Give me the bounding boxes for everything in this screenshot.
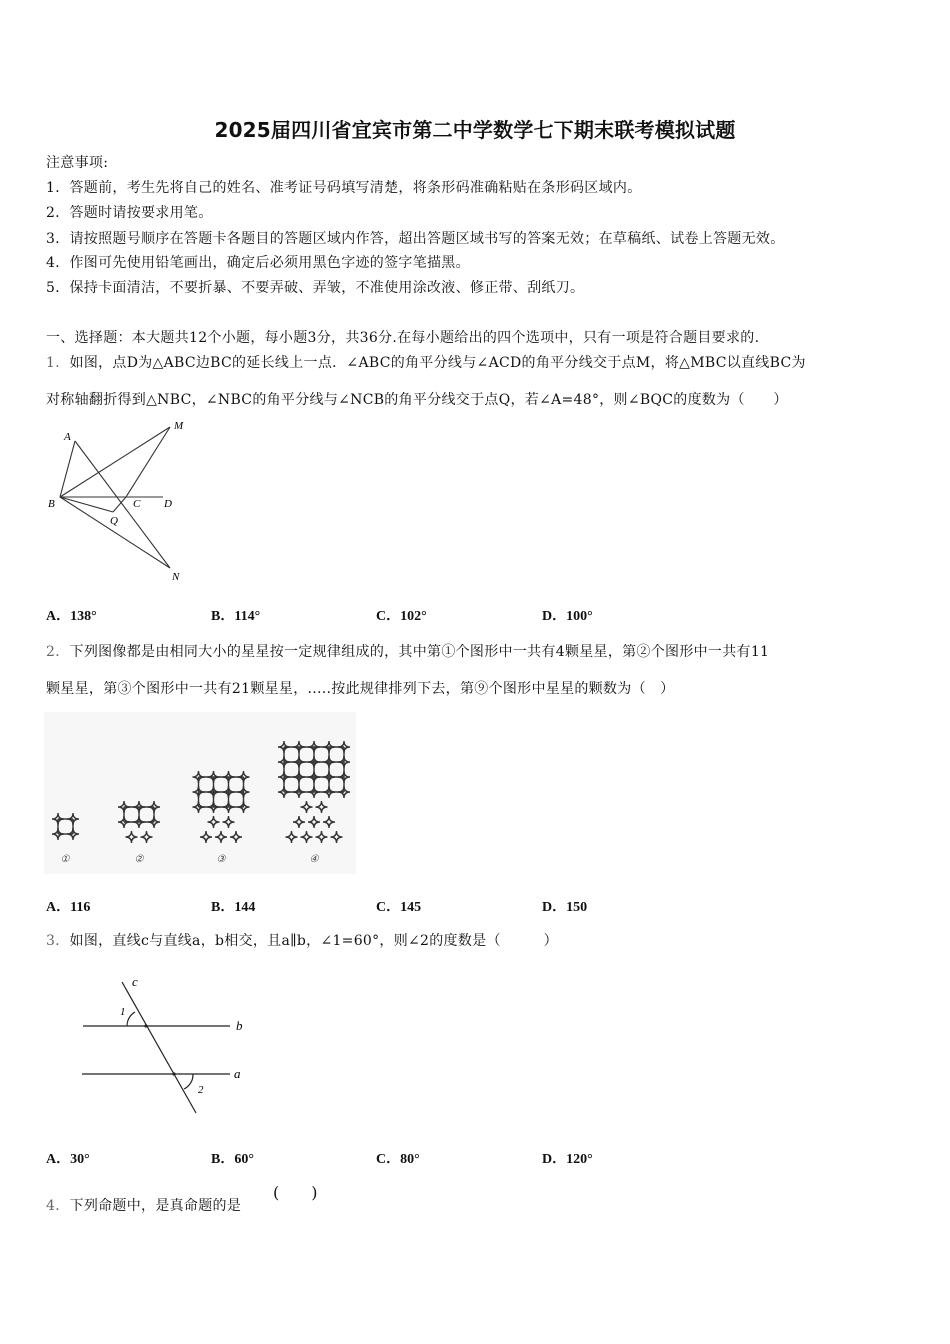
option-a[interactable]: A．116 [46,900,91,915]
label-a: a [234,1066,241,1081]
label-Q: Q [110,515,118,527]
section-heading: 一、选择题：本大题共12个小题，每小题3分，共36分.在每小题给出的四个选项中，只有一项是符合题目要求的. [46,330,760,346]
label-B: B [48,498,55,510]
note-item: 4．作图可先使用铅笔画出，确定后必须用黑色字迹的签字笔描黑。 [46,255,470,271]
option-c[interactable]: C．145 [376,900,422,915]
note-item: 2．答题时请按要求用笔。 [46,205,213,221]
label-M: M [174,420,184,432]
note-item: 3．请按照题号顺序在答题卡各题目的答题区域内作答，超出答题区域书写的答案无效；在草稿纸、试卷上答题无效。 [46,231,785,247]
question-number: 1． [46,355,70,371]
question-2-line-1 [46,641,769,661]
label-A: A [64,431,71,443]
page-title: 2025届四川省宜宾市第二中学数学七下期末联考模拟试题 [214,118,736,142]
question-2-line-2: 颗星星，第③个图形中一共有21颗星星，.....按此规律排列下去，第⑨个图形中星星的颗数为（ ） [46,681,675,697]
option-d[interactable]: D．150 [542,900,588,915]
label-angle-2: 2 [198,1084,204,1096]
label-b: b [236,1018,243,1033]
figure-label-1: ① [60,854,70,865]
question-1-line-1 [46,352,806,372]
note-item: 1．答题前，考生先将自己的姓名、准考证号码填写清楚，将条形码准确粘贴在条形码区域内。 [46,180,642,196]
label-D: D [164,498,172,510]
question-number: 2． [46,644,70,660]
answer-parentheses: ( ) [273,1183,318,1202]
figure-label-2: ② [134,854,144,865]
figure-label-4: ④ [309,854,319,865]
question-2-figure [44,712,356,874]
option-c[interactable]: C．80° [376,1152,420,1167]
question-4-line-1 [46,1195,241,1215]
label-N: N [172,571,180,583]
question-1-figure [40,415,200,590]
note-item: 5．保持卡面清洁，不要折暴、不要弄破、弄皱，不准使用涂改液、修正带、刮纸刀。 [46,280,585,296]
option-d[interactable]: D．100° [542,609,593,624]
option-d[interactable]: D．120° [542,1152,593,1167]
label-c: c [132,974,138,989]
question-3-line-1 [46,930,558,950]
option-c[interactable]: C．102° [376,609,427,624]
notes-heading: 注意事项: [46,155,109,171]
label-C: C [133,498,141,510]
question-text: 如图，直线c与直线a，b相交，且a∥b，∠1=60°，则∠2的度数是（ ） [69,933,558,949]
question-1-line-2: 对称轴翻折得到△NBC，∠NBC的角平分线与∠NCB的角平分线交于点Q，若∠A=48°，则∠BQC的度数为（ ） [46,392,788,408]
question-number: 4． [46,1198,70,1214]
question-text: 下列命题中，是真命题的是 [69,1198,242,1214]
question-number: 3． [46,933,70,949]
question-text: 下列图像都是由相同大小的星星按一定规律组成的，其中第①个图形中一共有4颗星星，第②个图形中一共有11 [69,644,770,660]
option-a[interactable]: A．138° [46,609,97,624]
label-angle-1: 1 [120,1006,126,1018]
option-b[interactable]: B．114° [211,609,261,624]
question-text: 如图，点D为△ABC边BC的延长线上一点．∠ABC的角平分线与∠ACD的角平分线交于点M，将△MBC以直线BC为 [69,355,806,371]
question-3-figure [70,965,260,1125]
option-a[interactable]: A．30° [46,1152,90,1167]
figure-label-3: ③ [216,854,226,865]
option-b[interactable]: B．60° [211,1152,254,1167]
option-b[interactable]: B．144 [211,900,256,915]
